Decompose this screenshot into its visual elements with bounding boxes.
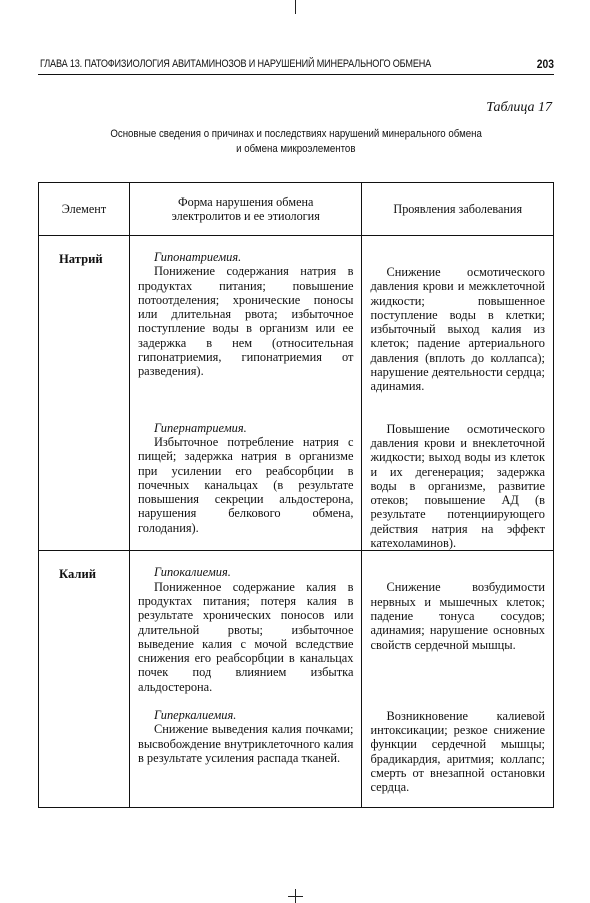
header-rule	[38, 74, 554, 75]
header-manifestations: Проявления заболевания	[362, 183, 554, 236]
element-cell: Натрий	[39, 236, 130, 551]
table-label: Таблица 17	[486, 100, 552, 115]
manifestation-text: Снижение осмотического давления крови и межклеточной жидкости; повышенное поступление воды в клетки; избыточный выход калия из клеток; падение артериального давления (вплоть до коллапса); нарушение деятельности сердца; адинамия.	[370, 265, 545, 394]
crop-mark-bottom-h	[288, 896, 303, 897]
form-etiology: Понижение содержания натрия в продуктах питания; повышение потоотделения; хронические поносы или длительная рвота; избыточное поступление воды в организм или ее задержка в нем (относительная гипонатриемия, гипонатриемия от разведения).	[137, 264, 354, 379]
form-name: Гипонатриемия.	[153, 250, 242, 264]
form-etiology: Снижение выведения калия почками; высвобождение внутриклеточного калия в результате усиления распада тканей.	[137, 722, 354, 765]
table-row	[39, 236, 554, 551]
form-name: Гиперкалиемия.	[153, 708, 237, 723]
caption-line-1: Основные сведения о причинах и последствиях нарушений минерального обмена	[110, 128, 482, 140]
manifestation-text: Снижение возбудимости нервных и мышечных клеток; падение тонуса сосудов; адинамия; нарушение основных свойств сердечной мышцы.	[370, 580, 545, 652]
table-header-row	[39, 183, 554, 236]
page-number: 203	[536, 57, 554, 71]
header-form-line-1: Форма нарушения обмена	[178, 195, 314, 209]
form-etiology: Избыточное потребление натрия с пищей; задержка натрия в организме при усилении его реабсорбции в почечных канальцах (в результате повышения секреции альдостерона, нарушения белкового обмена, голодания).	[137, 434, 354, 535]
table-row	[39, 551, 554, 808]
form-etiology: Пониженное содержание калия в продуктах питания; потеря калия в результате хронических поносов или длительной рвоты; избыточное выведение калия с мочой вследствие снижения его реабсорбции в канальцах почек под влиянием избытка альдостерона.	[137, 579, 354, 694]
form-cell	[129, 551, 362, 808]
table-caption	[38, 128, 554, 140]
element-cell: Калий	[39, 551, 130, 808]
form-name: Гипокалиемия.	[153, 565, 231, 580]
header-form-line-2: электролитов и ее этиология	[171, 209, 320, 223]
crop-mark-top	[295, 0, 296, 14]
manifestation-cell	[362, 236, 554, 551]
manifestation-text: Возникновение калиевой интоксикации; резкое снижение функции сердечной мышцы; брадикардия, аритмия; коллапс; смерть от внезапной остановки сердца.	[370, 708, 545, 795]
caption-line-2: и обмена микроэлементов	[236, 143, 356, 155]
form-name: Гипернатриемия.	[153, 420, 247, 435]
manifestation-cell	[362, 551, 554, 808]
data-table	[38, 182, 554, 808]
running-header	[38, 56, 554, 74]
header-element: Элемент	[39, 183, 130, 236]
table-caption-2	[38, 143, 554, 155]
chapter-title: ГЛАВА 13. ПАТОФИЗИОЛОГИЯ АВИТАМИНОЗОВ И НАРУШЕНИЙ МИНЕРАЛЬНОГО ОБМЕНА	[40, 58, 432, 70]
manifestation-text: Повышение осмотического давления крови и внеклеточной жидкости; выход воды из клеток и их дегенерация; задержка воды в организме, развитие отеков; повышение АД (в результате потенциирующего действия натрия на эффект катехоламинов).	[370, 421, 545, 551]
header-form	[129, 183, 362, 236]
form-cell	[129, 236, 362, 551]
